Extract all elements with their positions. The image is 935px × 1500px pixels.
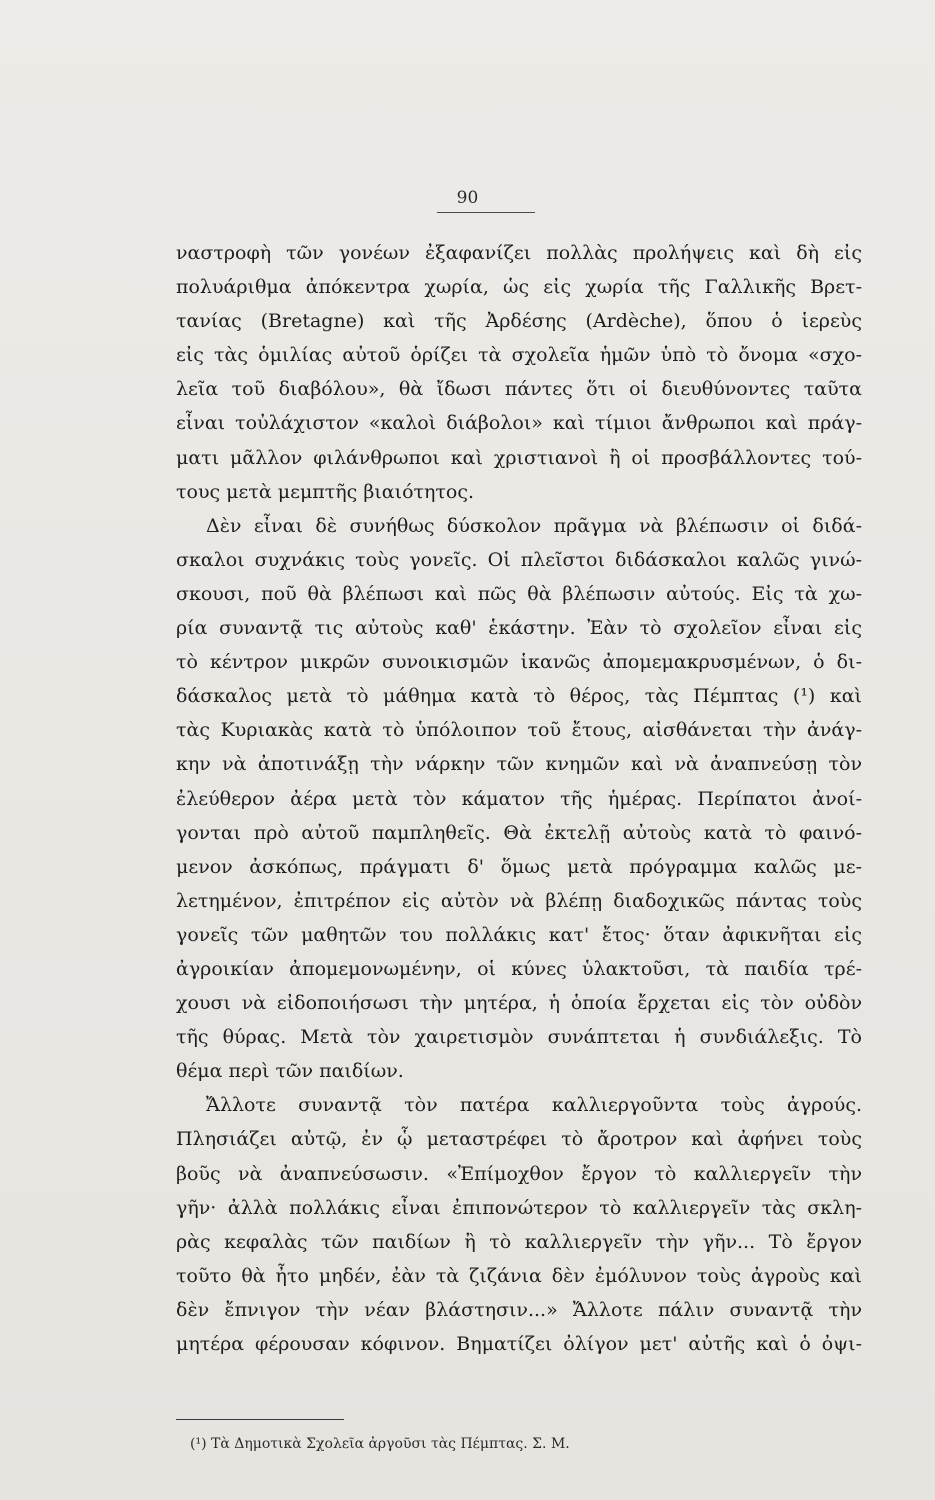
text-line: ναστροφὴ τῶν γονέων ἐξαφανίζει πολλὰς προλήψεις καὶ δὴ εἰς	[176, 242, 862, 264]
text-line: ρὰς κεφαλὰς τῶν παιδίων ἢ τὸ καλλιεργεῖν τὴν γῆν... Τὸ ἔργον	[176, 1230, 862, 1253]
text-line: τους μετὰ μεμπτῆς βιαιότητος.	[176, 480, 475, 503]
footnote-rule	[176, 1419, 344, 1420]
text-line: Πλησιάζει αὐτῷ, ἐν ᾧ μεταστρέφει τὸ ἄροτρον καὶ ἀφήνει τοὺς	[176, 1128, 862, 1151]
text-line: δάσκαλος μετὰ τὸ μάθημα κατὰ τὸ θέρος, τὰς Πέμπτας (¹) καὶ	[176, 685, 862, 708]
text-line: τὸ κέντρον μικρῶν συνοικισμῶν ἱκανῶς ἀπομεμακρυσμένων, ὁ δι-	[176, 651, 862, 674]
text-line: βοῦς νὰ ἀναπνεύσωσιν. «Ἐπίμοχθον ἔργον τὸ καλλιεργεῖν τὴν	[176, 1162, 862, 1185]
text-line: μενον ἀσκόπως, πράγματι δ' ὅμως μετὰ πρόγραμμα καλῶς με-	[176, 855, 862, 878]
text-line: Δὲν εἶναι δὲ συνήθως δύσκολον πρᾶγμα νὰ βλέπωσιν οἱ διδά-	[206, 514, 862, 537]
text-line: λεῖα τοῦ διαβόλου», θὰ ἴδωσι πάντες ὅτι οἱ διευθύνοντες ταῦτα	[176, 378, 862, 401]
body-text	[176, 236, 862, 1361]
text-line: σκουσι, ποῦ θὰ βλέπωσι καὶ πῶς θὰ βλέπωσιν αὐτούς. Εἰς τὰ χω-	[176, 582, 862, 605]
text-line: λετημένον, ἐπιτρέπον εἰς αὐτὸν νὰ βλέπῃ διαδοχικῶς πάντας τοὺς	[176, 889, 862, 912]
text-line: εἶναι τοὐλάχιστον «καλοὶ διάβολοι» καὶ τίμιοι ἄνθρωποι καὶ πράγ-	[176, 412, 862, 435]
text-line: πολυάριθμα ἀπόκεντρα χωρία, ὡς εἰς χωρία τῆς Γαλλικῆς Βρετ-	[176, 276, 862, 299]
text-line: ἐλεύθερον ἀέρα μετὰ τὸν κάματον τῆς ἡμέρας. Περίπατοι ἀνοί-	[176, 787, 862, 810]
text-line: τῆς θύρας. Μετὰ τὸν χαιρετισμὸν συνάπτεται ἡ συνδιάλεξις. Τὸ	[176, 1026, 862, 1049]
text-line: δὲν ἔπνιγον τὴν νέαν βλάστησιν...» Ἄλλοτε πάλιν συναντᾷ τὴν	[176, 1298, 862, 1321]
text-line: χουσι νὰ εἰδοποιήσωσι τὴν μητέρα, ἡ ὁποία ἔρχεται εἰς τὸν οὐδὸν	[176, 992, 862, 1015]
text-line: γονται πρὸ αὐτοῦ παμπληθεῖς. Θὰ ἐκτελῇ αὐτοὺς κατὰ τὸ φαινό-	[176, 821, 862, 844]
footnote: (¹) Τὰ Δημοτικὰ Σχολεῖα ἀργοῦσι τὰς Πέμπτας. Σ. Μ.	[190, 1436, 570, 1452]
text-line: Ἄλλοτε συναντᾷ τὸν πατέρα καλλιεργοῦντα τοὺς ἀγρούς.	[206, 1094, 862, 1117]
text-line: κην νὰ ἀποτινάξῃ τὴν νάρκην τῶν κνημῶν καὶ νὰ ἀναπνεύσῃ τὸν	[176, 753, 862, 776]
text-line: εἰς τὰς ὁμιλίας αὐτοῦ ὁρίζει τὰ σχολεῖα ἡμῶν ὑπὸ τὸ ὄνομα «σχο-	[176, 344, 862, 367]
text-line: ἀγροικίαν ἀπομεμονωμένην, οἱ κύνες ὑλακτοῦσι, τὰ παιδία τρέ-	[176, 957, 862, 980]
text-line: τανίας (Bretagne) καὶ τῆς Ἀρδέσης (Ardèche), ὅπου ὁ ἱερεὺς	[176, 310, 862, 333]
text-line: σκαλοι συχνάκις τοὺς γονεῖς. Οἱ πλεῖστοι διδάσκαλοι καλῶς γινώ-	[176, 548, 862, 571]
text-line: ματι μᾶλλον φιλάνθρωποι καὶ χριστιανοὶ ἢ οἱ προσβάλλοντες τού-	[176, 446, 862, 469]
page-number-rule	[437, 212, 535, 213]
text-line: τὰς Κυριακὰς κατὰ τὸ ὑπόλοιπον τοῦ ἔτους, αἰσθάνεται τὴν ἀνάγ-	[176, 719, 862, 742]
text-line: γονεῖς τῶν μαθητῶν του πολλάκις κατ' ἔτος· ὅταν ἀφικνῆται εἰς	[176, 923, 862, 946]
text-line: γῆν· ἀλλὰ πολλάκις εἶναι ἐπιπονώτερον τὸ καλλιεργεῖν τὰς σκλη-	[176, 1196, 862, 1219]
text-line: θέμα περὶ τῶν παιδίων.	[176, 1060, 404, 1083]
page-number: 90	[456, 188, 479, 208]
text-line: μητέρα φέρουσαν κόφινον. Βηματίζει ὀλίγον μετ' αὐτῆς καὶ ὁ ὀψι-	[176, 1333, 862, 1355]
text-line: ρία συναντᾷ τις αὐτοὺς καθ' ἑκάστην. Ἐὰν τὸ σχολεῖον εἶναι εἰς	[176, 617, 862, 640]
text-line: τοῦτο θὰ ἦτο μηδέν, ἐὰν τὰ ζιζάνια δὲν ἐμόλυνον τοὺς ἀγροὺς καὶ	[176, 1264, 862, 1287]
